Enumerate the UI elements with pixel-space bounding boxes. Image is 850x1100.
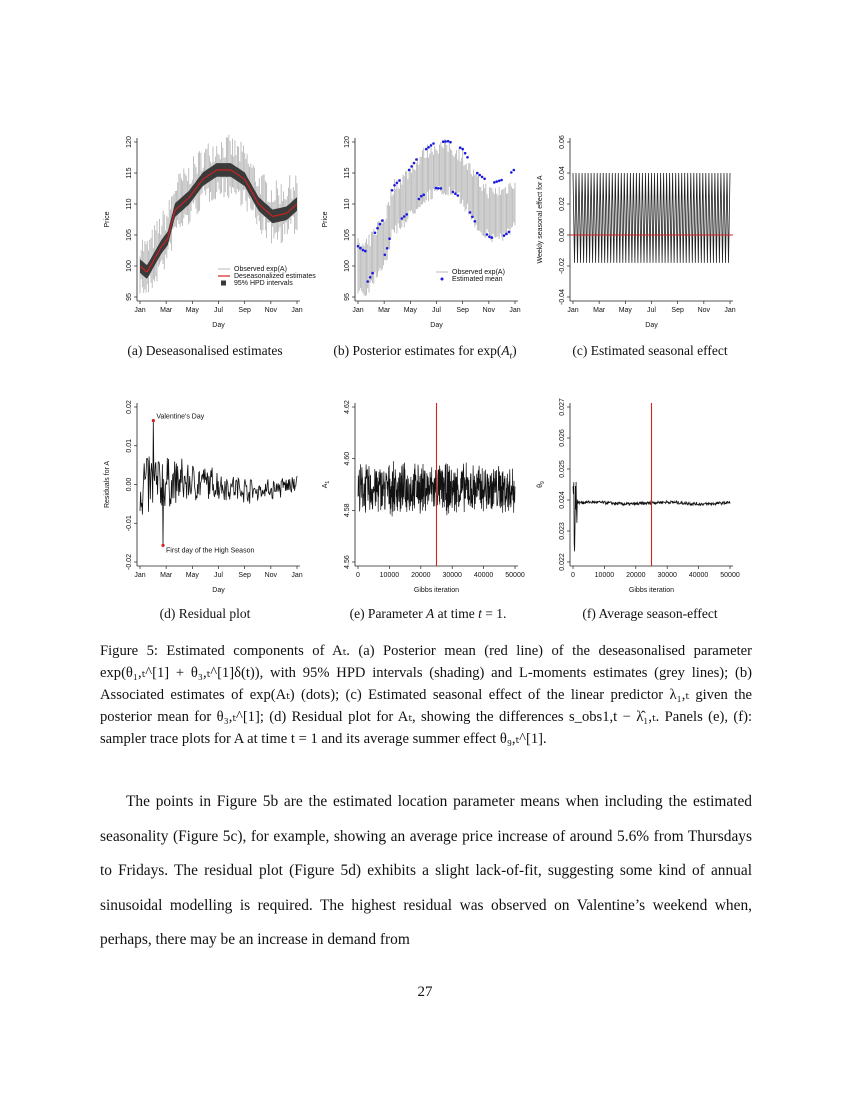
estimated-mean-point <box>457 194 460 197</box>
estimated-mean-point <box>491 236 494 239</box>
x-tick-label: 0 <box>571 572 575 579</box>
estimated-mean-point <box>466 156 469 159</box>
caption-e-mid: at time <box>434 606 479 621</box>
estimated-mean-point <box>374 232 377 235</box>
x-tick-label: 30000 <box>657 572 677 579</box>
y-tick-label: 4.60 <box>344 451 351 466</box>
seasonal-effect-line <box>573 173 730 263</box>
x-tick-label: 50000 <box>720 572 740 579</box>
x-tick-label: 40000 <box>473 572 494 579</box>
caption-a: (a) Deseasonalised estimates <box>127 343 283 358</box>
estimated-mean-point <box>442 140 445 143</box>
y-axis-label: Price <box>104 211 111 228</box>
x-axis-label: Gibbs iteration <box>413 587 460 594</box>
x-tick-label: May <box>185 572 199 579</box>
estimated-mean-point <box>386 247 389 250</box>
x-tick-label: Sep <box>238 572 251 579</box>
body-text <box>100 785 752 958</box>
y-tick-label: 4.56 <box>344 555 351 569</box>
x-tick-label: 50000 <box>505 572 525 579</box>
estimated-mean-point <box>381 219 384 222</box>
y-tick-label: 0.04 <box>559 166 566 180</box>
x-tick-label: Jan <box>509 307 521 314</box>
estimated-mean-point <box>478 174 481 177</box>
y-tick-label: 115 <box>344 167 351 179</box>
y-axis-label-sub: 1 <box>325 480 331 484</box>
x-tick-label: Jan <box>291 572 303 579</box>
hpd-band <box>140 163 297 278</box>
estimated-mean-point <box>359 247 362 250</box>
estimated-mean-point <box>444 140 447 143</box>
caption-b-sub: t <box>509 350 513 361</box>
y-tick-label: 100 <box>344 260 351 272</box>
y-tick-label: -0.02 <box>126 554 133 570</box>
estimated-mean-point <box>420 195 423 198</box>
legend-deseasonalized-label: Deseasonalized estimates <box>234 273 316 280</box>
caption-c: (c) Estimated seasonal effect <box>572 343 728 358</box>
estimated-mean-point <box>508 231 511 234</box>
estimated-mean-point <box>459 146 462 149</box>
y-tick-label: 95 <box>344 293 351 301</box>
x-tick-label: Sep <box>671 307 684 314</box>
y-tick-label: 120 <box>126 136 133 148</box>
x-tick-label: Nov <box>264 307 278 314</box>
estimated-mean-point <box>447 140 450 143</box>
estimated-mean-point <box>486 233 489 236</box>
y-tick-label: 0.00 <box>126 477 133 492</box>
x-tick-label: 0 <box>356 572 360 579</box>
estimated-mean-point <box>483 178 486 181</box>
estimated-mean-point <box>474 220 477 223</box>
estimated-mean-point <box>488 236 491 239</box>
high-season-point <box>161 544 164 547</box>
x-tick-label: May <box>403 307 417 314</box>
x-tick-label: Mar <box>160 572 173 579</box>
caption-e-t: t <box>478 606 482 621</box>
estimated-mean-point <box>513 169 516 172</box>
estimated-mean-point <box>427 146 430 149</box>
valentine-annotation: Valentine's Day <box>156 413 205 421</box>
estimated-mean-point <box>432 142 435 145</box>
panel-c <box>533 128 743 338</box>
estimated-mean-point <box>505 233 508 236</box>
x-tick-label: Nov <box>264 572 278 579</box>
estimated-mean-point <box>376 227 379 230</box>
x-tick-label: Jul <box>432 307 441 314</box>
estimated-mean-point <box>435 187 438 190</box>
x-axis-label: Day <box>430 322 443 329</box>
estimated-mean-point <box>425 148 428 151</box>
estimated-mean-point <box>364 250 367 253</box>
chart-e <box>318 393 528 603</box>
chart-b <box>318 128 528 338</box>
estimated-mean-point <box>493 181 496 184</box>
estimated-mean-point <box>393 184 396 187</box>
estimated-mean-point <box>391 189 394 192</box>
caption-b-text: (b) Posterior estimates for exp( <box>333 343 502 358</box>
y-tick-label: 0.027 <box>559 398 566 416</box>
valentine-point <box>152 419 155 422</box>
estimated-mean-point <box>430 144 433 147</box>
x-axis-label: Day <box>645 322 658 329</box>
estimated-mean-point <box>366 280 369 283</box>
high-season-annotation: First day of the High Season <box>166 547 255 555</box>
estimated-mean-point <box>384 254 387 257</box>
y-tick-label: 0.02 <box>559 197 566 211</box>
estimated-mean-point <box>357 245 360 248</box>
y-tick-label: 0.025 <box>559 460 566 478</box>
estimated-mean-point <box>464 152 467 155</box>
y-tick-label: -0.04 <box>559 289 566 305</box>
x-tick-label: Mar <box>160 307 173 314</box>
y-tick-label: 105 <box>126 229 133 241</box>
y-axis-label-sub: 9 <box>540 481 546 484</box>
estimated-mean-point <box>369 276 372 279</box>
estimated-mean-point <box>449 141 452 144</box>
panel-e <box>318 393 528 603</box>
y-tick-label: 0.00 <box>559 228 566 242</box>
body-paragraph: The points in Figure 5b are the estimated location parameter means when including the estimated seasonality (Figure 5c), for example, showing an average price increase of around 5.6% from Thursdays to Fridays. The residual plot (Figure 5d) exhibits a slight lack-of-fit, suggesting some kind of annual sinusoidal modelling is required. The highest residual was observed on Valentine’s weekend when, perhaps, there may be an increase in demand from <box>100 793 752 948</box>
estimated-mean-point <box>471 216 474 219</box>
y-tick-label: 0.01 <box>126 438 133 453</box>
estimated-mean-point <box>469 211 472 214</box>
caption-d: (d) Residual plot <box>159 606 251 621</box>
x-tick-label: Jan <box>352 307 364 314</box>
estimated-mean-point <box>510 171 513 174</box>
x-tick-label: May <box>618 307 632 314</box>
estimated-mean-point <box>461 148 464 151</box>
y-tick-label: 120 <box>344 136 351 148</box>
chart-f <box>533 393 743 603</box>
x-tick-label: Jan <box>134 307 146 314</box>
y-tick-label: 115 <box>126 167 133 179</box>
residual-line <box>140 421 297 546</box>
estimated-mean-point <box>454 192 457 195</box>
y-tick-label: 0.026 <box>559 429 566 447</box>
x-tick-label: Jan <box>134 572 146 579</box>
page-number: 27 <box>417 984 433 1000</box>
panel-a <box>100 128 316 338</box>
y-tick-label: 0.022 <box>559 553 566 571</box>
estimated-mean-point <box>401 217 404 220</box>
estimated-mean-point <box>476 172 479 175</box>
x-axis-label: Gibbs iteration <box>628 587 675 594</box>
x-tick-label: 10000 <box>594 572 615 579</box>
estimated-mean-point <box>405 213 408 216</box>
estimated-mean-point <box>481 176 484 179</box>
x-tick-label: Mar <box>378 307 391 314</box>
y-tick-label: 0.02 <box>126 400 133 414</box>
caption-e-A: A <box>426 606 435 621</box>
estimated-mean-point <box>413 162 416 165</box>
estimated-mean-point <box>408 169 411 172</box>
y-axis-label: Residuals for A <box>104 460 111 509</box>
x-tick-label: Nov <box>482 307 496 314</box>
chart-c <box>533 128 743 338</box>
legend-mean-label: Estimated mean <box>452 276 503 283</box>
legend-observed-label: Observed exp(A) <box>452 269 505 276</box>
caption-e-end: = 1. <box>481 606 507 621</box>
legend-mean-key <box>441 278 444 281</box>
x-tick-label: Nov <box>697 307 711 314</box>
y-tick-label: -0.01 <box>126 515 133 532</box>
x-tick-label: 20000 <box>411 572 431 579</box>
panel-f <box>533 393 743 603</box>
caption-e <box>318 606 538 622</box>
x-tick-label: 40000 <box>688 572 709 579</box>
estimated-mean-point <box>410 165 413 168</box>
estimated-mean-point <box>495 180 498 183</box>
x-tick-label: Jan <box>567 307 579 314</box>
x-tick-label: 20000 <box>626 572 646 579</box>
y-tick-label: -0.02 <box>559 258 566 274</box>
y-tick-label: 0.023 <box>559 522 566 540</box>
x-tick-label: Jul <box>214 572 223 579</box>
estimated-mean-point <box>371 272 374 275</box>
estimated-mean-point <box>403 215 406 218</box>
y-tick-label: 4.62 <box>344 400 351 414</box>
estimated-mean-point <box>379 223 382 226</box>
y-tick-label: 105 <box>344 229 351 241</box>
estimated-mean-point <box>396 182 399 185</box>
x-axis-label: Day <box>212 587 225 594</box>
estimated-mean-point <box>437 187 440 190</box>
estimated-mean-point <box>398 179 401 182</box>
y-tick-label: 110 <box>126 198 133 210</box>
x-tick-label: Jan <box>291 307 303 314</box>
x-tick-label: May <box>185 307 199 314</box>
y-axis-label: $\theta_9$ <box>537 481 546 488</box>
y-axis-label: Price <box>322 211 329 228</box>
legend-hpd-key <box>221 281 226 286</box>
x-tick-label: Jul <box>647 307 656 314</box>
estimated-mean-point <box>422 194 425 197</box>
caption-b-var: A <box>501 343 510 358</box>
chart-a <box>100 128 316 338</box>
chart-d <box>100 393 310 603</box>
legend-hpd-label: 95% HPD intervals <box>234 280 293 287</box>
x-tick-label: Jul <box>214 307 223 314</box>
caption-e-pre: (e) Parameter <box>349 606 427 621</box>
caption-b <box>310 343 540 361</box>
y-tick-label: 110 <box>344 198 351 210</box>
estimated-mean-point <box>388 237 391 240</box>
legend-observed-label: Observed exp(A) <box>234 266 287 273</box>
figure-caption: Figure 5: Estimated components of Aₜ. (a) Posterior mean (red line) of the deseasonalised parameter exp(θ₁,ₜ^[1] + θ₃,ₜ^[1]δ(t)), with 95% HPD intervals (shading) and L-moments estimates (grey lines); (b) Associated estimates of exp(Aₜ) (dots); (c) Estimated seasonal effect of the linear predictor λ₁,ₜ given the posterior mean for θ₃,ₜ^[1]; (d) Residual plot for Aₜ, showing the differences s_obs1,t − λ̂₁,ₜ. Panels (e), (f): sampler trace plots for A at time t = 1 and its average summer effect θ₉,ₜ^[1]. <box>100 643 752 747</box>
x-tick-label: Jan <box>724 307 736 314</box>
panel-d <box>100 393 310 603</box>
estimated-mean-point <box>498 180 501 183</box>
x-tick-label: Mar <box>593 307 606 314</box>
y-tick-label: 0.06 <box>559 135 566 149</box>
y-tick-label: 0.024 <box>559 491 566 509</box>
x-axis-label: Day <box>212 322 225 329</box>
x-tick-label: Sep <box>456 307 469 314</box>
y-axis-label: $A_1$ <box>322 480 331 489</box>
estimated-mean-point <box>418 198 421 201</box>
x-tick-label: 10000 <box>379 572 400 579</box>
estimated-mean-point <box>415 158 418 161</box>
estimated-mean-point <box>362 249 365 252</box>
x-tick-label: 30000 <box>442 572 462 579</box>
y-tick-label: 4.58 <box>344 503 351 518</box>
estimated-mean-point <box>440 187 443 190</box>
y-tick-label: 100 <box>126 260 133 272</box>
y-tick-label: 95 <box>126 293 133 301</box>
caption-f: (f) Average season-effect <box>582 606 718 621</box>
caption-b-end: ) <box>512 343 517 358</box>
estimated-mean-point <box>500 179 503 182</box>
panel-b <box>318 128 528 338</box>
y-axis-label: Weekly seasonal effect for A <box>537 175 544 264</box>
x-tick-label: Sep <box>238 307 251 314</box>
estimated-mean-point <box>503 234 506 237</box>
estimated-mean-point <box>452 191 455 194</box>
